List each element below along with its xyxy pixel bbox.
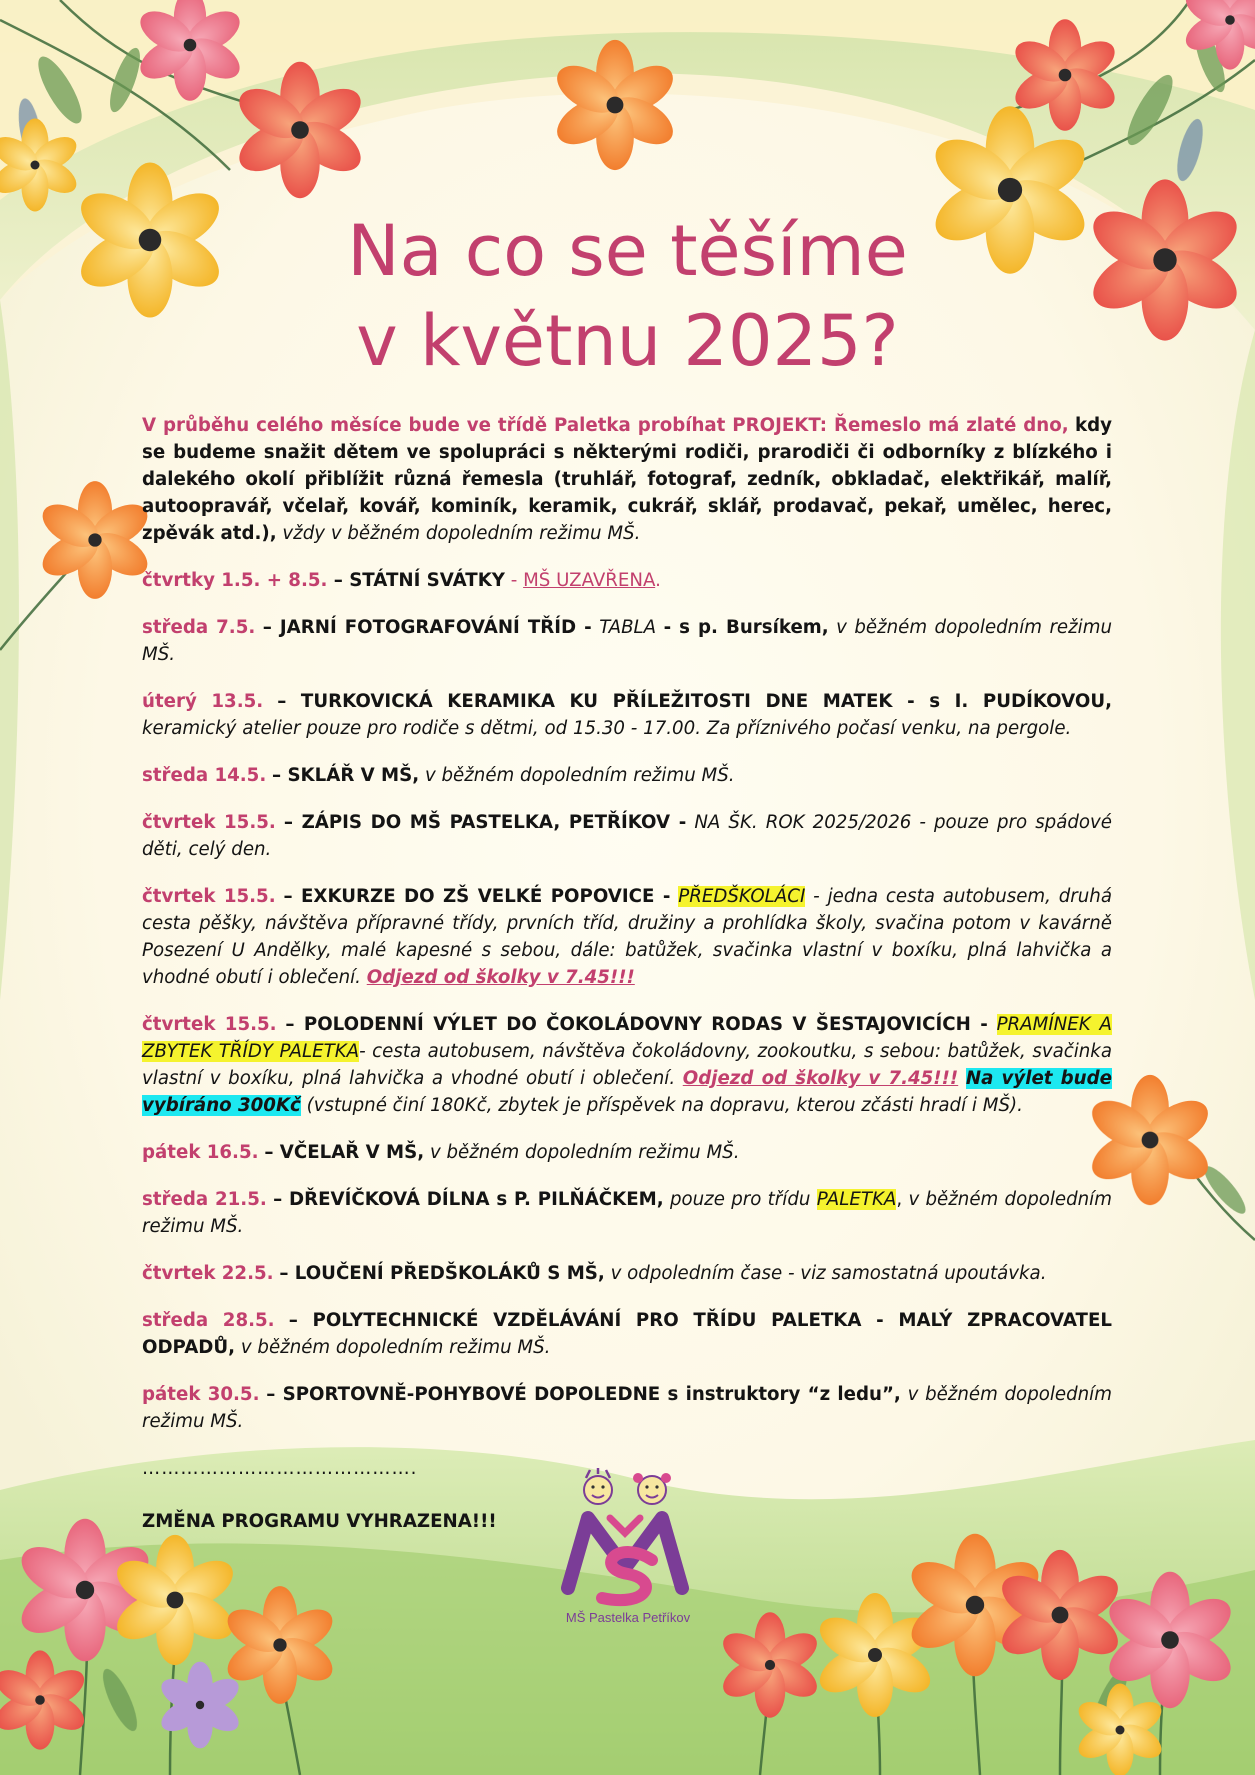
event-note: keramický atelier pouze pro rodiče s dětmi, od 15.30 - 17.00. Za příznivého počasí venku, na pergole.	[142, 718, 1072, 739]
event-date: čtvrtky 1.5. + 8.5.	[142, 570, 328, 591]
closed-notice: MŠ UZAVŘENA	[523, 570, 656, 591]
event-note: v běžném dopoledním režimu MŠ.	[142, 1189, 1112, 1237]
event-name: STÁTNÍ SVÁTKY	[349, 570, 505, 591]
event-note: - cesta autobusem, návštěva čokoládovny, zookoutku, s sebou: batůžek, svačinka vlastní v boxíku, plná lahvička a vhodné obutí i oblečení.	[142, 1041, 1112, 1089]
logo-caption: MŠ Pastelka Petříkov	[565, 1610, 691, 1625]
event-note: NA ŠK. ROK 2025/2026 - pouze pro spádové děti, celý den.	[142, 812, 1112, 860]
event-item	[142, 809, 1112, 863]
event-item: čtvrtky 1.5. + 8.5. – STÁTNÍ SVÁTKY - MŠ UZAVŘENA.	[142, 570, 661, 591]
event-item: středa 7.5. – JARNÍ FOTOGRAFOVÁNÍ TŘÍD - TABLA - s p. Bursíkem, v běžném dopoledním režimu MŠ.	[142, 617, 1112, 665]
event-item	[142, 1260, 1112, 1287]
event-note: v běžném dopoledním režimu MŠ.	[240, 1337, 551, 1358]
project-tail: vždy v běžném dopoledním režimu MŠ.	[282, 523, 641, 544]
event-item	[142, 883, 1112, 991]
dotted-separator: …………………………………….	[142, 1458, 418, 1479]
project-body: kdy se budeme snažit dětem ve spolupráci s některými rodiči, prarodiči či odborníky z blízkého i dalekého okolí přiblížit různá řemesla (truhlář, fotograf, zedník, obkladač, elektřikář, malíř, autoopravář, včelař, kovář, kominík, keramik, cukrář, sklář, prodavač, pekař, umělec, herec, zpěvák atd.),	[142, 415, 1112, 544]
program-list	[142, 412, 1112, 1555]
event-date: středa 21.5.	[142, 1189, 267, 1210]
event-date: čtvrtek 15.5.	[142, 886, 276, 907]
event-item: středa 21.5. – DŘEVÍČKOVÁ DÍLNA s P. PILŇÁČKEM, pouze pro třídu PALETKA, v běžném dopoledním režimu MŠ.	[142, 1189, 1112, 1237]
event-date: středa 14.5.	[142, 765, 267, 786]
page-title-line-2: v květnu 2025?	[356, 300, 899, 382]
fee-note: (vstupné činí 180Kč, zbytek je příspěvek na dopravu, kterou zčásti hradí i MŠ).	[306, 1095, 1023, 1116]
event-date: středa 28.5.	[142, 1310, 275, 1331]
event-note: v běžném dopoledním režimu MŠ.	[142, 1384, 1112, 1432]
event-item	[142, 688, 1112, 742]
event-item	[142, 1139, 1112, 1166]
event-date: středa 7.5.	[142, 617, 256, 638]
event-name: – SPORTOVNĚ-POHYBOVÉ DOPOLEDNE s instruktory “z ledu”,	[266, 1384, 901, 1405]
intro-paragraph	[142, 412, 1112, 547]
event-date: čtvrtek 15.5.	[142, 812, 276, 833]
event-name: – JARNÍ FOTOGRAFOVÁNÍ TŘÍD -	[262, 617, 592, 638]
event-note: v běžném dopoledním režimu MŠ.	[429, 1142, 740, 1163]
event-name: – SKLÁŘ V MŠ,	[272, 765, 420, 786]
event-date: pátek 16.5.	[142, 1142, 259, 1163]
event-name: – EXKURZE DO ZŠ VELKÉ POPOVICE -	[283, 886, 671, 907]
event-item	[142, 1011, 1112, 1119]
event-name: – ZÁPIS DO MŠ PASTELKA, PETŘÍKOV -	[283, 812, 687, 833]
page-title-line-1: Na co se těšíme	[347, 210, 908, 292]
event-name: – VČELAŘ V MŠ,	[264, 1142, 425, 1163]
event-date: čtvrtek 15.5.	[142, 1014, 277, 1035]
event-name: – POLYTECHNICKÉ VZDĚLÁVÁNÍ PRO TŘÍDU PALETKA - MALÝ ZPRACOVATEL ODPADŮ,	[142, 1310, 1112, 1358]
event-date: úterý 13.5.	[142, 691, 264, 712]
program-change-notice: ZMĚNA PROGRAMU VYHRAZENA!!!	[142, 1511, 497, 1532]
event-name: – POLODENNÍ VÝLET DO ČOKOLÁDOVNY RODAS V ŠESTAJOVICÍCH -	[285, 1014, 988, 1035]
event-note: v běžném dopoledním režimu MŠ.	[142, 617, 1112, 665]
fee-notice: Na výlet bude vybíráno 300Kč	[142, 1068, 1112, 1116]
event-name: – LOUČENÍ PŘEDŠKOLÁKŮ S MŠ,	[279, 1263, 605, 1284]
event-note: v běžném dopoledním režimu MŠ.	[424, 765, 735, 786]
event-date: pátek 30.5.	[142, 1384, 260, 1405]
event-item	[142, 762, 1112, 789]
event-name: – DŘEVÍČKOVÁ DÍLNA s P. PILŇÁČKEM,	[273, 1189, 664, 1210]
event-name: – TURKOVICKÁ KERAMIKA KU PŘÍLEŽITOSTI DNE MATEK - s I. PUDÍKOVOU,	[277, 691, 1112, 712]
departure-notice: Odjezd od školky v 7.45!!!	[366, 967, 635, 988]
event-note: - jedna cesta autobusem, druhá cesta pěšky, návštěva přípravné třídy, prvních tříd, družiny a prohlídka školy, svačina potom v kavárně Posezení U Andělky, malé kapesné s sebou, dále: batůžek, svačinka vlastní v boxíku, plná lahvička a vhodné obutí i oblečení.	[142, 886, 1112, 988]
school-logo	[548, 1468, 708, 1628]
departure-notice: Odjezd od školky v 7.45!!!	[682, 1068, 959, 1089]
event-item	[142, 1307, 1112, 1361]
group-highlight: PŘEDŠKOLÁCI	[678, 886, 806, 907]
event-date: čtvrtek 22.5.	[142, 1263, 274, 1284]
event-item	[142, 1381, 1112, 1435]
group-highlight: PRAMÍNEK A ZBYTEK TŘÍDY PALETKA	[142, 1014, 1112, 1062]
logo-children-icon	[568, 1468, 682, 1600]
group-highlight: PALETKA	[816, 1189, 897, 1210]
project-lead: V průběhu celého měsíce bude ve třídě Paletka probíhat PROJEKT: Řemeslo má zlaté dno,	[142, 415, 1069, 436]
event-note: v odpoledním čase - viz samostatná upoutávka.	[610, 1263, 1047, 1284]
